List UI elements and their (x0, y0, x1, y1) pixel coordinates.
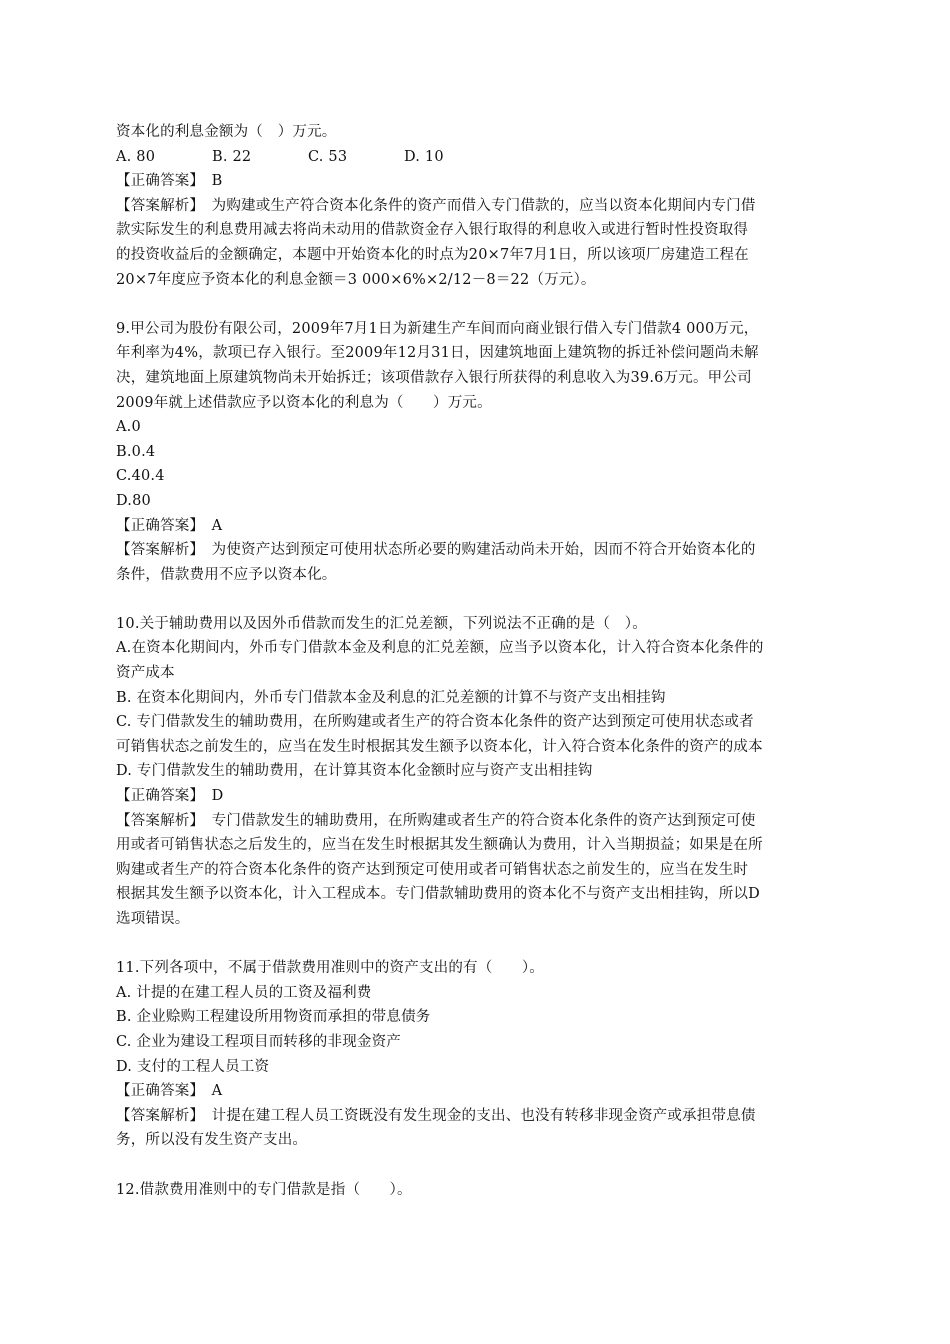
q11-analysis-line: 务，所以没有发生资产支出。 (116, 1132, 308, 1149)
q9-stem-line: 9.甲公司为股份有限公司，2009年7月1日为新建生产车间而向商业银行借入专门借款4 000万元， (116, 320, 759, 337)
q8-option-b: B. 22 (212, 148, 252, 165)
q9-stem-line: 年利率为4%，款项已存入银行。至2009年12月31日，因建筑地面上建筑物的拆迁补偿问题尚未解 (116, 345, 759, 362)
q8-stem-end: 资本化的利息金额为（ ）万元。 (116, 124, 337, 140)
paragraph-gap (116, 1153, 838, 1178)
q10-analysis-line: 用或者可销售状态之后发生的，应当在发生时根据其发生额确认为费用，计入当期损益；如果是在所 (116, 837, 763, 854)
q10-analysis-line: 根据其发生额予以资本化，计入工程成本。专门借款辅助费用的资本化不与资产支出相挂钩，所以D (116, 886, 760, 903)
q11-option-a: A. 计提的在建工程人员的工资及福利费 (116, 984, 372, 1001)
q10-option-c-cont: 可销售状态之前发生的，应当在发生时根据其发生额予以资本化，计入符合资本化条件的资产的成本 (116, 738, 763, 755)
q8-option-c: C. 53 (308, 148, 348, 165)
q9-stem-line: 2009年就上述借款应予以资本化的利息为（ ）万元。 (116, 394, 492, 411)
q8-option-a: A. 80 (116, 148, 156, 165)
q9-option-b: B.0.4 (116, 443, 156, 460)
q10-option-d: D. 专门借款发生的辅助费用，在计算其资本化金额时应与资产支出相挂钩 (116, 763, 593, 780)
document-body (116, 120, 838, 1202)
q9-option-c: C.40.4 (116, 468, 165, 485)
q9-analysis-line: 【答案解析】 为使资产达到预定可使用状态所必要的购建活动尚未开始，因而不符合开始资本化的 (116, 542, 756, 559)
paragraph-gap (116, 292, 838, 317)
paragraph-gap (116, 932, 838, 957)
q10-analysis-line: 购建或者生产的符合资本化条件的资产达到预定可使用或者可销售状态之前发生的，应当在发生时 (116, 861, 749, 878)
q10-analysis-line: 【答案解析】 专门借款发生的辅助费用，在所购建或者生产的符合资本化条件的资产达到预定可使 (116, 812, 756, 829)
q11-option-d: D. 支付的工程人员工资 (116, 1058, 270, 1075)
q10-option-a: A.在资本化期间内，外币专门借款本金及利息的汇兑差额，应当予以资本化，计入符合资本化条件的 (116, 640, 764, 657)
q10-answer: 【正确答案】 D (116, 788, 224, 805)
q9-option-d: D.80 (116, 492, 151, 509)
q8-analysis-line: 款实际发生的利息费用减去将尚未动用的借款资金存入银行取得的利息收入或进行暂时性投资取得 (116, 222, 749, 239)
q8-options (116, 145, 838, 170)
q9-analysis-line: 条件，借款费用不应予以资本化。 (116, 566, 337, 583)
q8-answer: 【正确答案】 B (116, 173, 223, 190)
q9-option-a: A.0 (116, 419, 141, 436)
q8-analysis-line: 20×7年度应予资本化的利息金额＝3 000×6%×2/12－8＝22（万元）。 (116, 271, 596, 288)
q9-stem-line: 决，建筑地面上原建筑物尚未开始拆迁；该项借款存入银行所获得的利息收入为39.6万元。甲公司 (116, 369, 752, 386)
q11-analysis-line: 【答案解析】 计提在建工程人员工资既没有发生现金的支出、也没有转移非现金资产或承担带息债 (116, 1107, 756, 1124)
q10-option-a-cont: 资产成本 (116, 665, 175, 682)
q11-option-c: C. 企业为建设工程项目而转移的非现金资产 (116, 1033, 401, 1050)
q9-answer: 【正确答案】 A (116, 517, 223, 534)
q11-answer: 【正确答案】 A (116, 1083, 223, 1100)
q10-analysis-line: 选项错误。 (116, 911, 190, 927)
q10-stem: 10.关于辅助费用以及因外币借款而发生的汇兑差额，下列说法不正确的是（ ）。 (116, 615, 647, 632)
q8-analysis-line: 的投资收益后的金额确定，本题中开始资本化的时点为20×7年7月1日，所以该项厂房建造工程在 (116, 246, 749, 263)
q11-stem: 11.下列各项中，不属于借款费用准则中的资产支出的有（ ）。 (116, 960, 545, 977)
q8-option-d: D. 10 (404, 148, 444, 165)
q10-option-b: B. 在资本化期间内，外币专门借款本金及利息的汇兑差额的计算不与资产支出相挂钩 (116, 689, 666, 706)
q8-analysis-line: 【答案解析】 为购建或生产符合资本化条件的资产而借入专门借款的，应当以资本化期间内专门借 (116, 197, 756, 214)
q11-option-b: B. 企业赊购工程建设所用物资而承担的带息债务 (116, 1009, 431, 1026)
q12-stem: 12.借款费用准则中的专门借款是指（ ）。 (116, 1181, 412, 1198)
q10-option-c: C. 专门借款发生的辅助费用，在所购建或者生产的符合资本化条件的资产达到预定可使用状态或者 (116, 714, 754, 731)
paragraph-gap (116, 587, 838, 612)
